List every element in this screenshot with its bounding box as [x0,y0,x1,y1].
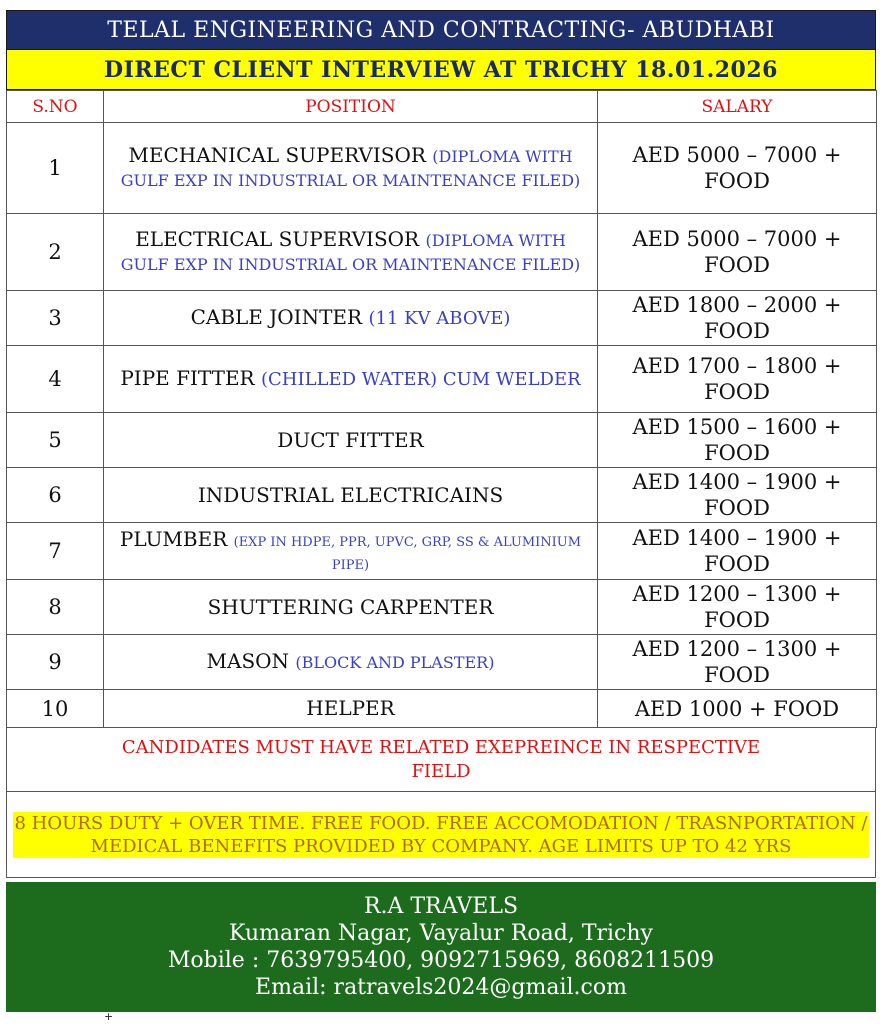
row-salary: AED 1200 – 1300 + FOOD [598,580,877,635]
requirement-notice: CANDIDATES MUST HAVE RELATED EXEPREINCE IN RESPECTIVE FIELD [6,728,876,792]
row-sno: 2 [7,214,104,291]
table-row [7,123,877,214]
row-sno: 1 [7,123,104,214]
table-row [7,468,877,523]
position-title: ELECTRICAL SUPERVISOR [135,227,420,251]
position-note: (BLOCK AND PLASTER) [295,653,495,672]
position-note: (EXP IN HDPE, PPR, UPVC, GRP, SS & ALUMINIUM PIPE) [233,535,582,573]
agency-name: R.A TRAVELS [363,894,519,919]
row-salary: AED 1500 – 1600 + FOOD [598,413,877,468]
row-position [104,346,598,413]
row-sno: 5 [7,413,104,468]
row-salary: AED 1800 – 2000 + FOOD [598,291,877,346]
row-position [104,413,598,468]
row-sno: 6 [7,468,104,523]
position-title: PLUMBER [119,527,228,551]
column-header-salary: SALARY [598,91,877,123]
row-sno: 7 [7,523,104,580]
footer-mark: + [104,1010,114,1023]
position-title: CABLE JOINTER [190,305,363,329]
benefits-text: 8 HOURS DUTY + OVER TIME. FREE FOOD. FREE ACCOMODATION / TRASNPORTATION / MEDICAL BENEFITS PROVIDED BY COMPANY. AGE LIMITS UP TO 42 YRS [14,812,868,857]
position-note: (CHILLED WATER) CUM WELDER [260,369,581,390]
company-title: TELAL ENGINEERING AND CONTRACTING- ABUDHABI [6,10,876,50]
table-row [7,690,877,728]
position-title: DUCT FITTER [277,427,424,452]
table-row [7,214,877,291]
position-title: MASON [206,649,290,673]
row-sno: 8 [7,580,104,635]
row-position [104,291,598,346]
row-position [104,214,598,291]
row-salary: AED 5000 – 7000 + FOOD [598,123,877,214]
interview-banner: DIRECT CLIENT INTERVIEW AT TRICHY 18.01.2026 [6,50,876,90]
row-position [104,580,598,635]
agency-address: Kumaran Nagar, Vayalur Road, Trichy [229,921,653,946]
row-position [104,635,598,690]
position-note: (DIPLOMA WITH GULF EXP IN INDUSTRIAL OR MAINTENANCE FILED) [120,231,581,274]
position-title: MECHANICAL SUPERVISOR [128,143,426,167]
position-note: (DIPLOMA WITH GULF EXP IN INDUSTRIAL OR MAINTENANCE FILED) [120,147,581,190]
agency-email: Email: ratravels2024@gmail.com [255,975,627,1000]
table-row [7,346,877,413]
row-sno: 3 [7,291,104,346]
position-title: PIPE FITTER [120,366,255,390]
row-sno: 4 [7,346,104,413]
table-row [7,580,877,635]
position-title: HELPER [306,696,395,720]
column-header-position: POSITION [104,91,598,123]
row-sno: 9 [7,635,104,690]
table-row [7,635,877,690]
column-header-sno: S.NO [7,91,104,123]
table-row [7,291,877,346]
table-row [7,523,877,580]
position-title: SHUTTERING CARPENTER [207,594,494,619]
row-position [104,523,598,580]
benefits-notice [6,792,876,878]
table-row [7,413,877,468]
row-salary: AED 1000 + FOOD [598,690,877,728]
row-salary: AED 1200 – 1300 + FOOD [598,635,877,690]
agency-mobile: Mobile : 7639795400, 9092715969, 8608211509 [167,948,715,973]
position-title: INDUSTRIAL ELECTRICAINS [197,482,504,507]
row-salary: AED 1400 – 1900 + FOOD [598,468,877,523]
row-position [104,468,598,523]
table-header-row [7,91,877,123]
positions-table [6,90,877,728]
row-position [104,123,598,214]
job-poster [6,10,876,1012]
row-sno: 10 [7,690,104,728]
row-salary: AED 5000 – 7000 + FOOD [598,214,877,291]
row-salary: AED 1400 – 1900 + FOOD [598,523,877,580]
agency-contact-panel [6,882,876,1012]
row-position [104,690,598,728]
row-salary: AED 1700 – 1800 + FOOD [598,346,877,413]
position-note: (11 KV ABOVE) [368,308,511,329]
